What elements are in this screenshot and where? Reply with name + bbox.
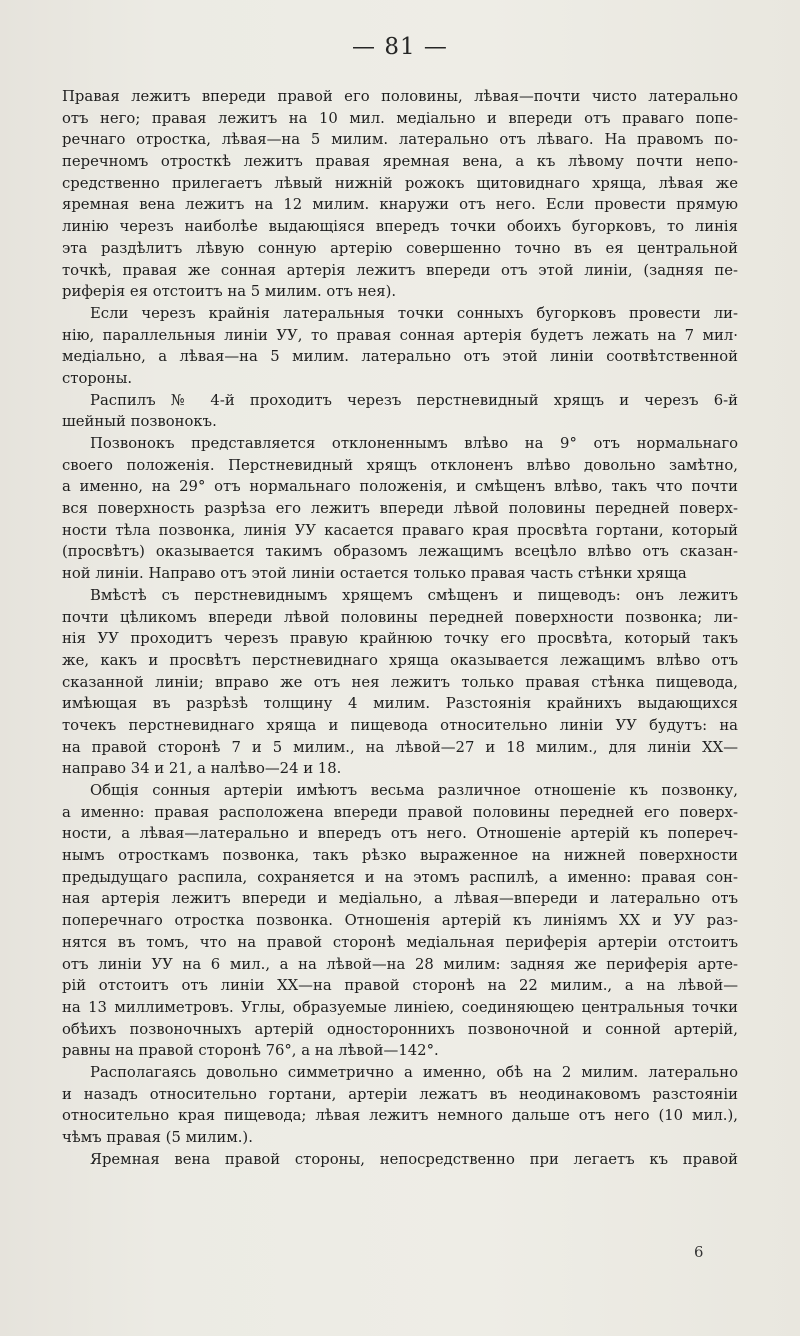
- body-text: [62, 86, 738, 1170]
- text-line: нымъ отросткамъ позвонка, такъ рѣзко выраженное на нижней поверхности: [62, 847, 738, 865]
- text-line: (просвѣтъ) оказывается такимъ образомъ лежащимъ всецѣло влѣво отъ сказан-: [62, 543, 738, 561]
- text-line: поперечнаго отростка позвонка. Отношенія артерій къ линіямъ ХХ и УУ раз-: [62, 912, 738, 930]
- text-line: точкѣ, правая же сонная артерія лежитъ впереди отъ этой линіи, (задняя пе-: [62, 261, 738, 279]
- text-line: Позвонокъ представляется отклоненнымъ влѣво на 9° отъ нормальнаго: [90, 435, 738, 452]
- text-line: на 13 миллиметровъ. Углы, образуемые линіею, соединяющею центральныя точки: [62, 998, 738, 1016]
- text-line: вся поверхность разрѣза его лежитъ впереди лѣвой половины передней поверх-: [62, 500, 738, 518]
- text-line: отъ линіи УУ на 6 мил., а на лѣвой—на 28 милим: задняя же периферія арте-: [62, 955, 738, 973]
- text-line: отъ него; правая лежитъ на 10 мил. медіально и впереди отъ праваго попе-: [62, 109, 738, 127]
- text-line: точекъ перстневиднаго хряща и пищевода относительно линіи УУ будутъ: на: [62, 716, 738, 734]
- text-line: стороны.: [62, 369, 133, 387]
- text-line: яремная вена лежитъ на 12 милим. кнаружи отъ него. Если провести прямую: [62, 196, 738, 214]
- text-line: Располагаясь довольно симметрично а именно, обѣ на 2 милим. латерально: [90, 1063, 738, 1081]
- text-line: направо 34 и 21, а налѣво—24 и 18.: [62, 760, 342, 778]
- text-line: риферія ея отстоитъ на 5 милим. отъ нея).: [62, 283, 397, 301]
- text-line: нятся въ томъ, что на правой сторонѣ медіальная периферія артеріи отстоитъ: [62, 933, 738, 951]
- text-line: и назадъ относительно гортани, артеріи лежатъ въ неодинаковомъ разстояніи: [62, 1085, 738, 1103]
- text-line: Правая лежитъ впереди правой его половины, лѣвая—почти чисто латерально: [62, 88, 738, 105]
- text-line: сказанной линіи; вправо же отъ нея лежитъ только правая стѣнка пищевода,: [62, 673, 738, 691]
- text-line: Яремная вена правой стороны, непосредственно при легаетъ къ правой: [90, 1150, 738, 1168]
- text-line: на правой сторонѣ 7 и 5 милим., на лѣвой—27 и 18 милим., для линіи ХХ—: [62, 738, 738, 756]
- text-line: Если черезъ крайнія латеральныя точки сонныхъ бугорковъ провести ли-: [90, 304, 738, 322]
- text-line: рій отстоитъ отъ линіи ХХ—на правой сторонѣ на 22 милим., а на лѣвой—: [62, 977, 738, 995]
- text-line: почти цѣликомъ впереди лѣвой половины передней поверхности позвонка; ли-: [62, 608, 738, 626]
- text-line: шейный позвонокъ.: [62, 413, 217, 431]
- page-number: — 81 —: [352, 34, 448, 60]
- text-line: медіально, а лѣвая—на 5 милим. латерально отъ этой линіи соотвѣтственной: [62, 348, 738, 366]
- text-line: имѣющая въ разрѣзѣ толщину 4 милим. Разстоянія крайнихъ выдающихся: [62, 695, 738, 713]
- text-line: эта раздѣлитъ лѣвую сонную артерію совершенно точно въ ея центральной: [62, 239, 738, 257]
- text-line: нію, параллельныя линіи УУ, то правая сонная артерія будетъ лежать на 7 мил·: [62, 326, 738, 344]
- signature-mark: 6: [694, 1244, 704, 1261]
- text-line: относительно края пищевода; лѣвая лежитъ немного дальше отъ него (10 мил.),: [62, 1107, 738, 1125]
- text-line: Распилъ № 4-й проходитъ черезъ перстневидный хрящъ и черезъ 6-й: [90, 391, 738, 409]
- text-line: Вмѣстѣ съ перстневиднымъ хрящемъ смѣщенъ и пищеводъ: онъ лежитъ: [90, 586, 738, 604]
- text-line: ности тѣла позвонка, линія УУ касается праваго края просвѣта гортани, который: [62, 521, 738, 539]
- text-line: обѣихъ позвоночныхъ артерій одностороннихъ позвоночной и сонной артерій,: [62, 1020, 738, 1038]
- text-line: же, какъ и просвѣтъ перстневиднаго хряща оказывается лежащимъ влѣво отъ: [62, 651, 738, 669]
- text-line: ная артерія лежитъ впереди и медіально, а лѣвая—впереди и латерально отъ: [62, 890, 738, 908]
- text-line: равны на правой сторонѣ 76°, а на лѣвой—142°.: [62, 1042, 439, 1060]
- text-line: а именно, на 29° отъ нормальнаго положенія, и смѣщенъ влѣво, такъ что почти: [62, 478, 738, 496]
- text-line: предыдущаго распила, сохраняется и на этомъ распилѣ, а именно: правая сон-: [62, 868, 738, 886]
- text-line: чѣмъ правая (5 милим.).: [62, 1129, 253, 1146]
- text-line: перечномъ отросткѣ лежитъ правая яремная вена, а къ лѣвому почти непо-: [62, 153, 738, 171]
- text-line: линію черезъ наиболѣе выдающіяся впередъ точки обоихъ бугорковъ, то линія: [62, 218, 738, 236]
- text-line: своего положенія. Перстневидный хрящъ отклоненъ влѣво довольно замѣтно,: [62, 456, 738, 474]
- text-line: ности, а лѣвая—латерально и впередъ отъ него. Отношеніе артерій къ попереч-: [62, 825, 738, 843]
- text-line: ной линіи. Направо отъ этой линіи остается только правая часть стѣнки хряща: [62, 565, 687, 583]
- text-line: Общія сонныя артеріи имѣютъ весьма различное отношеніе къ позвонку,: [90, 782, 738, 799]
- text-line: средственно прилегаетъ лѣвый нижній рожокъ щитовиднаго хряща, лѣвая же: [62, 174, 738, 192]
- text-line: речнаго отростка, лѣвая—на 5 милим. латерально отъ лѣваго. На правомъ по-: [62, 131, 738, 149]
- text-line: а именно: правая расположена впереди правой половины передней его поверх-: [62, 803, 738, 821]
- text-line: нія УУ проходитъ черезъ правую крайнюю точку его просвѣта, который такъ: [62, 630, 738, 648]
